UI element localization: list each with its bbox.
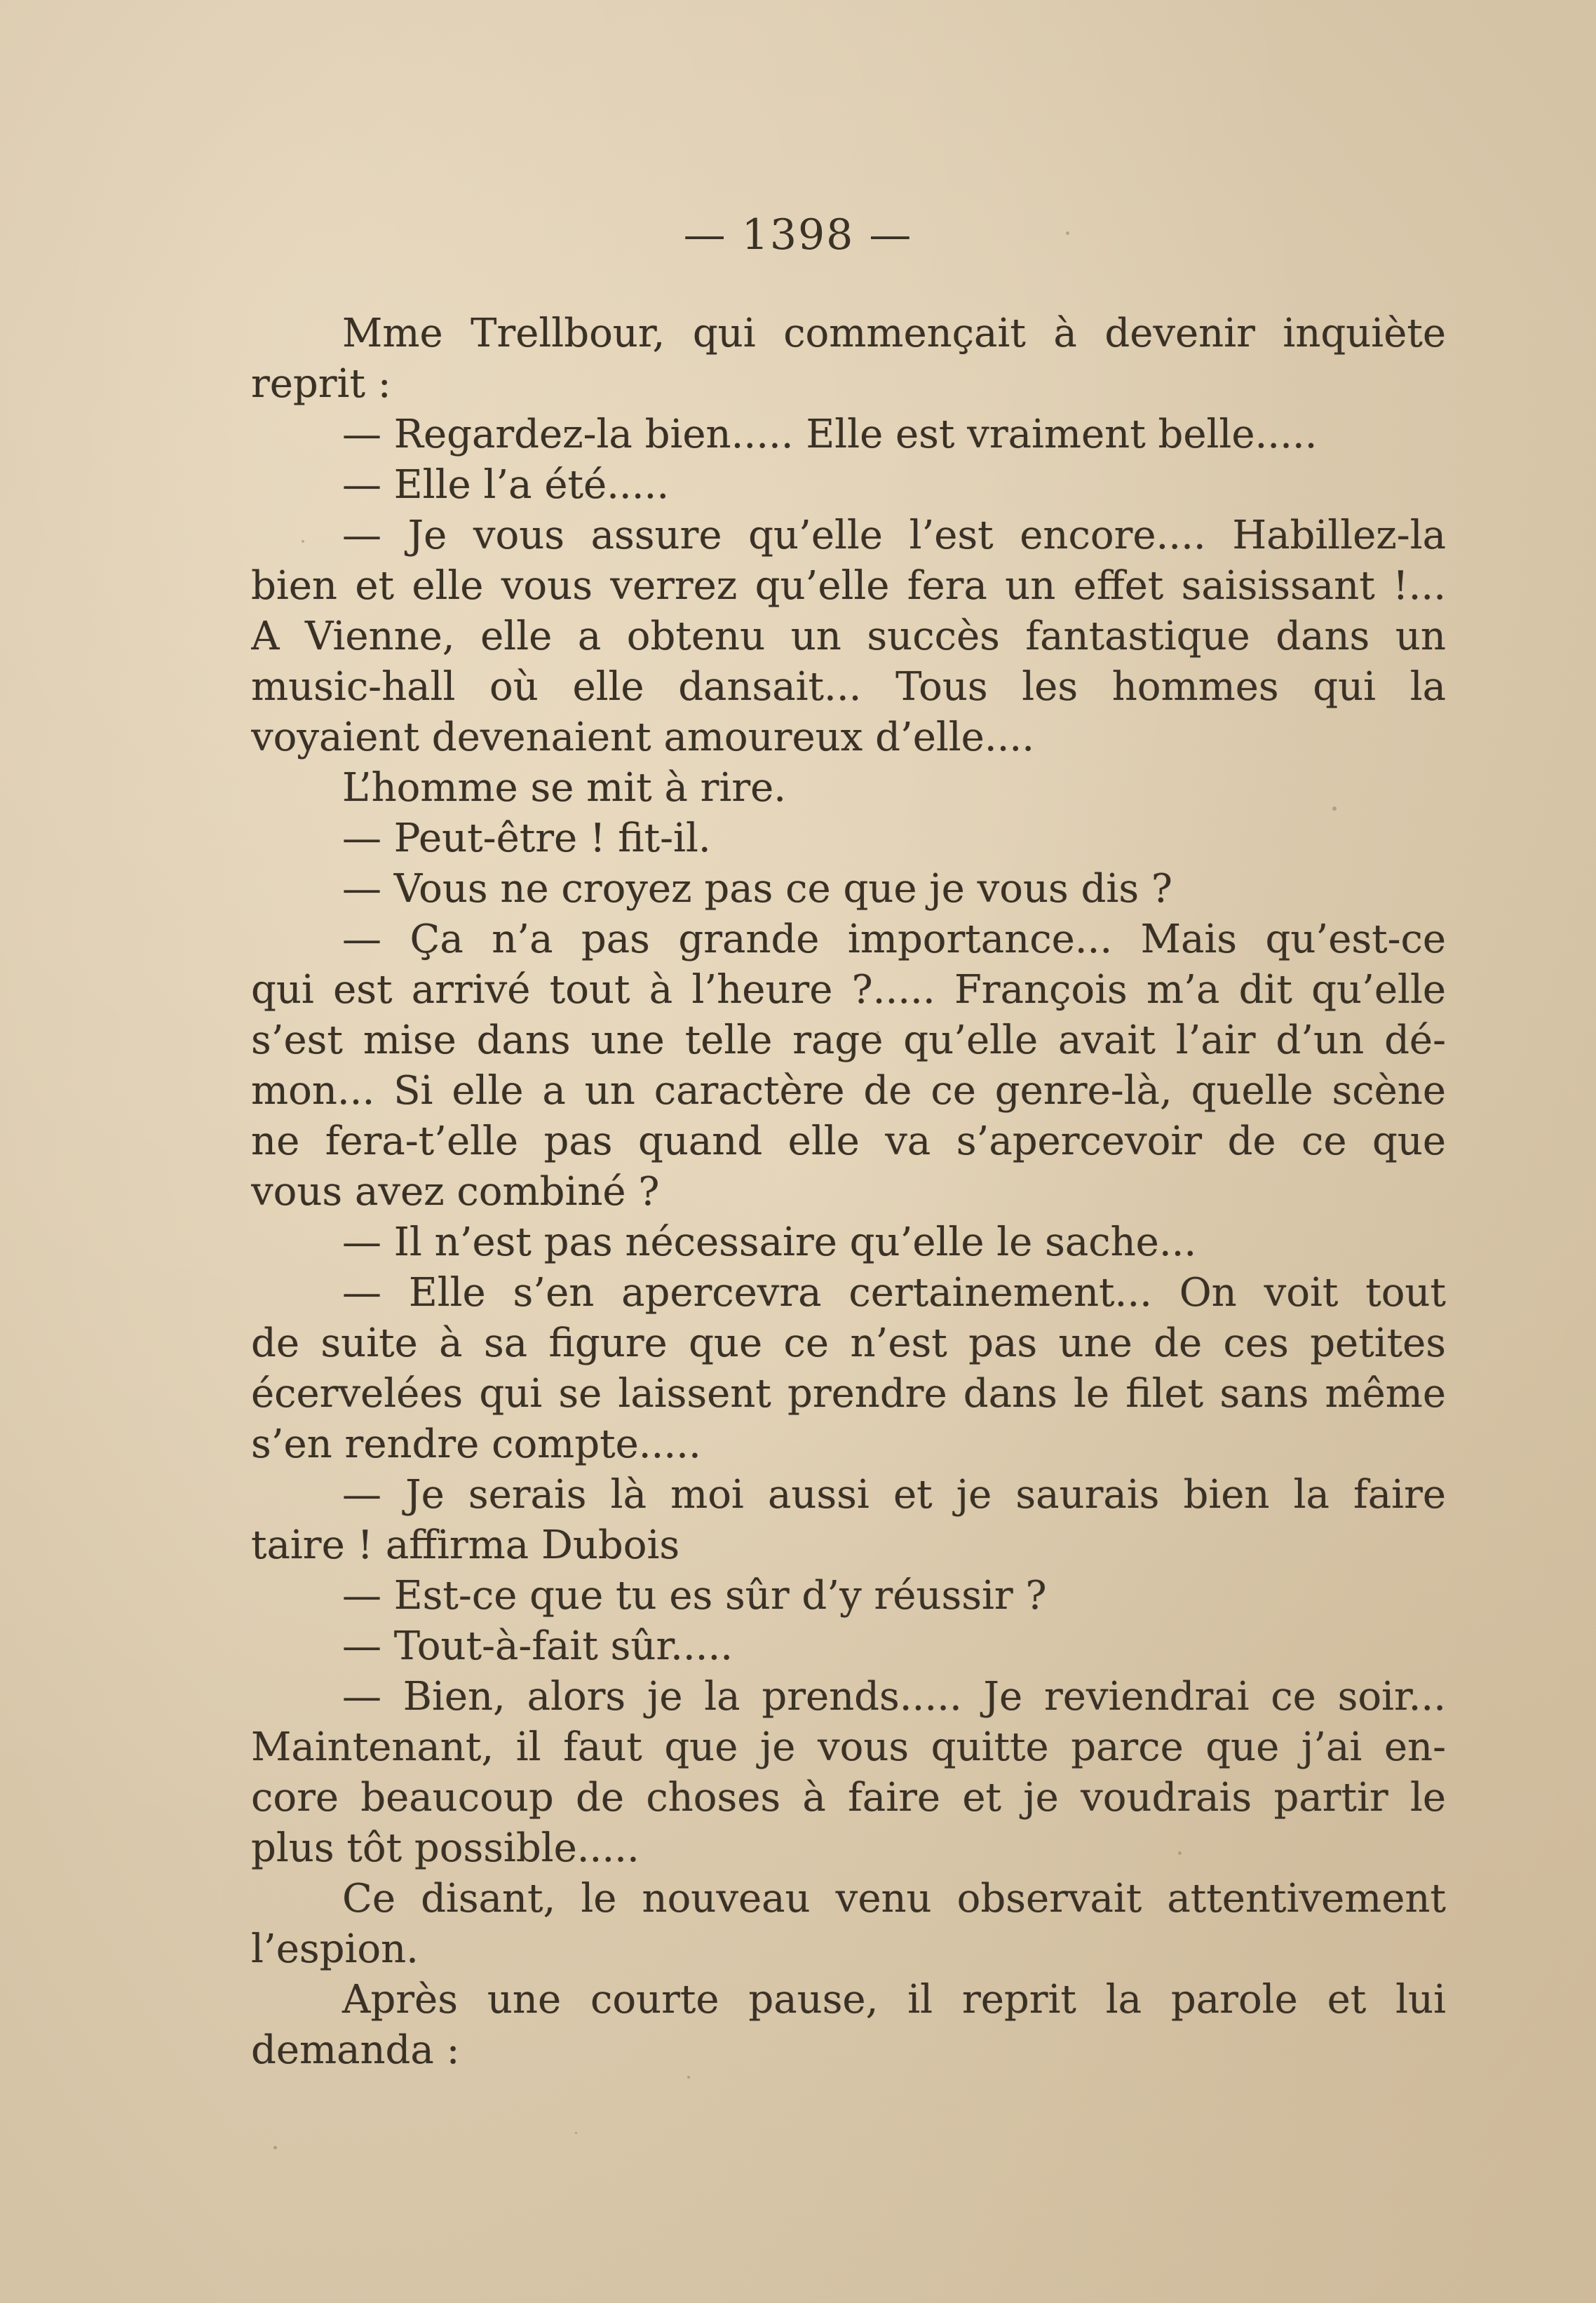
body-text xyxy=(251,309,1446,2076)
text-line: core beaucoup de choses à faire et je voudrais partir le xyxy=(251,1775,1446,1821)
text-line: ne fera-t’elle pas quand elle va s’apercevoir de ce que xyxy=(251,1119,1446,1164)
paper-speck xyxy=(877,1031,879,1034)
text-line: — Elle l’a été..... xyxy=(342,462,670,508)
text-line: demanda : xyxy=(251,2027,460,2073)
text-line: — Regardez-la bien..... Elle est vraiment belle..... xyxy=(342,412,1318,457)
text-line: mon... Si elle a un caractère de ce genre-là, quelle scène xyxy=(251,1068,1446,1114)
text-line: taire ! affirma Dubois xyxy=(251,1522,680,1568)
text-line: qui est arrivé tout à l’heure ?..... François m’a dit qu’elle xyxy=(251,967,1446,1013)
text-line: de suite à sa figure que ce n’est pas une de ces petites xyxy=(251,1321,1446,1366)
text-line: — Elle s’en apercevra certainement... On voit tout xyxy=(342,1270,1446,1316)
text-line: bien et elle vous verrez qu’elle fera un effet saisissant !... xyxy=(251,563,1446,609)
paper-speck xyxy=(273,2146,277,2149)
text-line: écervelées qui se laissent prendre dans le filet sans même xyxy=(251,1371,1446,1417)
text-line: music-hall où elle dansait... Tous les hommes qui la xyxy=(251,664,1446,710)
text-line: L’homme se mit à rire. xyxy=(342,765,787,811)
text-line: Ce disant, le nouveau venu observait attentivement xyxy=(342,1876,1446,1922)
text-line: A Vienne, elle a obtenu un succès fantastique dans un xyxy=(251,614,1446,659)
text-line: voyaient devenaient amoureux d’elle.... xyxy=(251,715,1035,760)
text-line: — Je vous assure qu’elle l’est encore.... Habillez-la xyxy=(342,513,1446,558)
text-line: l’espion. xyxy=(251,1926,419,1972)
paper-speck xyxy=(1332,806,1337,811)
text-line: — Il n’est pas nécessaire qu’elle le sache... xyxy=(342,1220,1197,1265)
text-line: — Peut-être ! fit-il. xyxy=(342,816,711,861)
paper-speck xyxy=(575,2132,577,2134)
text-line: — Est-ce que tu es sûr d’y réussir ? xyxy=(342,1573,1047,1619)
paper-speck xyxy=(1066,231,1069,235)
text-line: vous avez combiné ? xyxy=(251,1169,660,1215)
text-line: Après une courte pause, il reprit la parole et lui xyxy=(342,1977,1446,2022)
paper-speck xyxy=(687,2076,690,2079)
text-line: Mme Trellbour, qui commençait à devenir inquiète xyxy=(342,311,1446,356)
text-line: s’en rendre compte..... xyxy=(251,1421,701,1467)
text-line: — Ça n’a pas grande importance... Mais qu’est-ce xyxy=(342,917,1446,962)
text-line: — Je serais là moi aussi et je saurais bien la faire xyxy=(342,1472,1446,1518)
paper-speck xyxy=(302,540,304,543)
text-line: Maintenant, il faut que je vous quitte parce que j’ai en- xyxy=(251,1724,1446,1770)
text-line: — Bien, alors je la prends..... Je reviendrai ce soir... xyxy=(342,1674,1446,1720)
text-line: reprit : xyxy=(251,361,391,407)
text-line: — Vous ne croyez pas ce que je vous dis ? xyxy=(342,866,1172,912)
text-line: — Tout-à-fait sûr..... xyxy=(342,1623,733,1669)
page-number: — 1398 — xyxy=(683,210,913,259)
text-line: plus tôt possible..... xyxy=(251,1825,640,1871)
paper-speck xyxy=(1178,1851,1182,1855)
text-line: s’est mise dans une telle rage qu’elle avait l’air d’un dé- xyxy=(251,1018,1446,1063)
